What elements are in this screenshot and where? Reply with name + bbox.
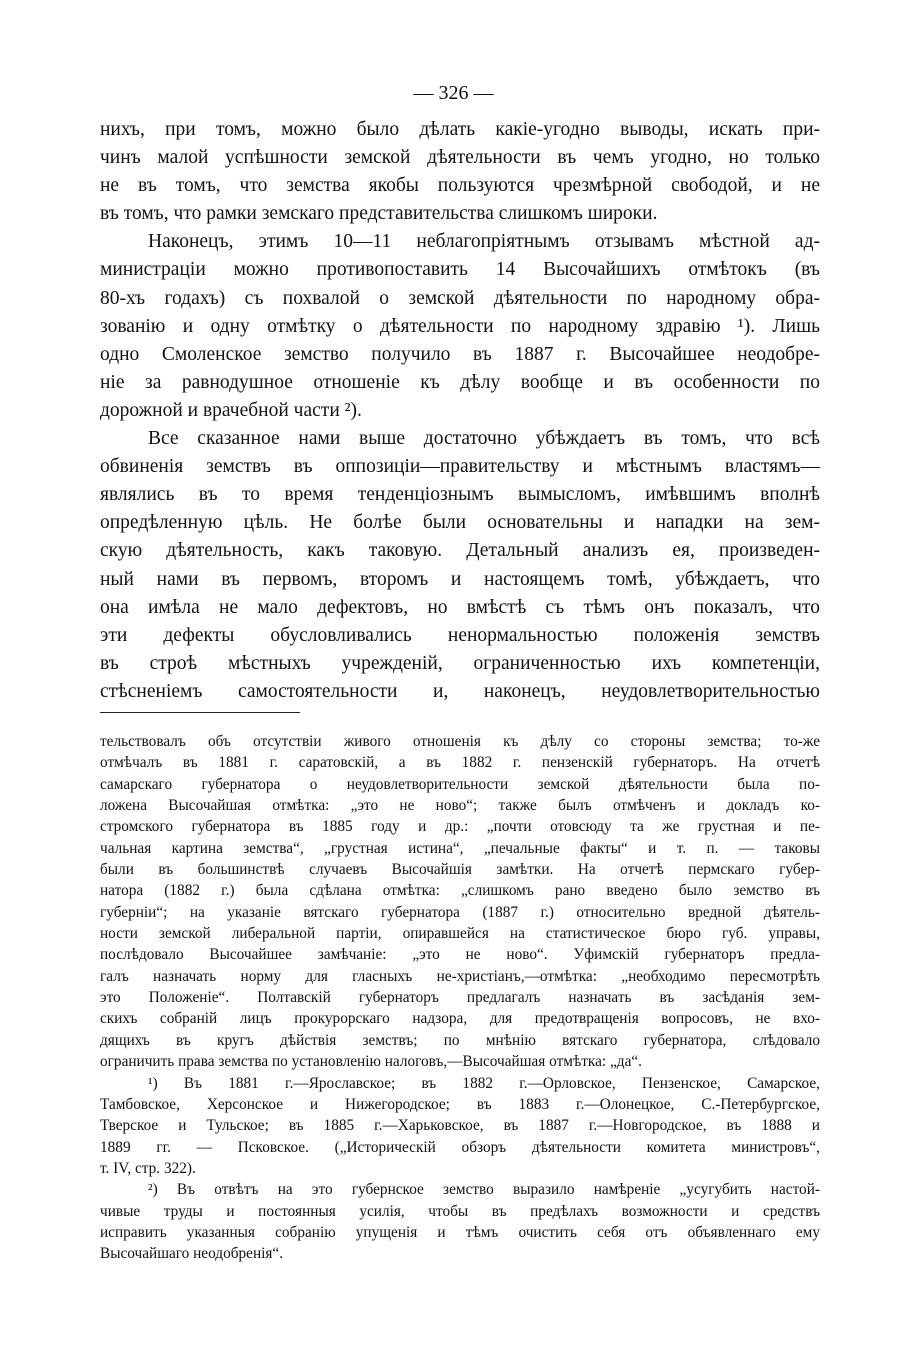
text-line: въ строѣ мѣстныхъ учрежденій, ограниченностью ихъ компетенціи,: [100, 652, 820, 674]
text-line: ніе за равнодушное отношеніе къ дѣлу вообще и въ особенности по: [100, 371, 820, 393]
footnote-line: скихъ собраній лицъ прокурорскаго надзора, для предотвращенія вопросовъ, не вхо-: [100, 1010, 820, 1028]
footnote-line: натора (1882 г.) была сдѣлана отмѣтка: „слишкомъ рано введено было земство въ: [100, 882, 820, 900]
footnote-line: самарскаго губернатора о неудовлетворительности земской дѣятельности была по-: [100, 775, 820, 793]
footnote-line: 1889 гг. — Псковское. („Историческій обзоръ дѣятельности комитета министровъ“,: [100, 1138, 820, 1156]
footnote-line: ¹) Въ 1881 г.—Ярославское; въ 1882 г.—Орловское, Пензенское, Самарское,: [148, 1074, 820, 1092]
footnote-line: дящихъ въ кругъ дѣйствія земствъ; по мнѣнію вятскаго губернатора, слѣдовало: [100, 1031, 820, 1049]
footnote-line: Высочайшаго неодобренія“.: [100, 1245, 284, 1263]
main-text: [100, 116, 820, 706]
footnote-line: ности земской либеральной партіи, опиравшейся на статистическое бюро губ. управы,: [100, 925, 820, 943]
footnote-line: тельствовалъ объ отсутствіи живого отношенія къ дѣлу со стороны земства; то-же: [100, 733, 820, 750]
footnote-line: стромского губернатора въ 1885 году и др.: „почти отовсюду та же грустная и пе-: [100, 818, 820, 836]
footnote-line: галъ назначать норму для гласныхъ не-христіанъ,—отмѣтка: „необходимо пересмотрѣть: [100, 967, 820, 985]
footnote-line: ложена Высочайшая отмѣтка: „это не ново“; также былъ отмѣченъ и докладъ ко-: [100, 797, 820, 815]
footnote-line: чивые труды и постоянныя усилія, чтобы въ предѣлахъ возможности и средствъ: [100, 1202, 820, 1220]
text-line: она имѣла не мало дефектовъ, но вмѣстѣ съ тѣмъ онъ показалъ, что: [100, 596, 820, 618]
footnote-line: послѣдовало Высочайшее замѣчаніе: „это не ново“. Уфимскій губернаторъ предла-: [100, 946, 820, 964]
text-line: дорожной и врачебной части ²).: [100, 399, 362, 421]
text-line: зованію и одну отмѣтку о дѣятельности по народному здравію ¹). Лишь: [100, 315, 820, 337]
text-line: одно Смоленское земство получило въ 1887 г. Высочайшее неодобре-: [100, 343, 820, 365]
footnote-line: Тамбовское, Херсонское и Нижегородское; въ 1883 г.—Олонецкое, С.-Петербургское,: [100, 1095, 820, 1113]
footnote-line: ограничить права земства по установленію налоговъ,—Высочайшая отмѣтка: „да“.: [100, 1053, 642, 1071]
text-line: не въ томъ, что земства якобы пользуются чрезмѣрной свободой, и не: [100, 175, 820, 197]
footnote-line: Тверское и Тульское; въ 1885 г.—Харьковское, въ 1887 г.—Новгородское, въ 1888 и: [100, 1117, 820, 1135]
text-line: чинъ малой успѣшности земской дѣятельности въ чемъ угодно, но только: [100, 147, 820, 169]
footnote-line: были въ большинствѣ случаевъ Высочайшія замѣтки. На отчетѣ пермскаго губер-: [100, 861, 820, 879]
text-line: 80-хъ годахъ) съ похвалой о земской дѣятельности по народному обра-: [100, 287, 820, 309]
text-line: министраціи можно противопоставить 14 Высочайшихъ отмѣтокъ (въ: [100, 259, 820, 281]
footnote-line: исправить указанныя собранію упущенія и тѣмъ очистить себя отъ объявленнаго ему: [100, 1223, 820, 1241]
footnote-line: чальная картина земства“, „грустная истина“, „печальные факты“ и т. п. — таковы: [100, 839, 820, 857]
footnote-line: ²) Въ отвѣтъ на это губернское земство выразило намѣреніе „усугубить настой-: [148, 1181, 820, 1199]
footnote-line: отмѣчалъ въ 1881 г. саратовскій, а въ 1882 г. пензенскій губернаторъ. На отчетѣ: [100, 754, 820, 772]
text-line: въ томъ, что рамки земскаго представительства слишкомъ широки.: [100, 203, 658, 225]
text-line: обвиненія земствъ въ оппозиціи—правительству и мѣстнымъ властямъ—: [100, 456, 820, 478]
footnote-line: это Положеніе“. Полтавскій губернаторъ предлагалъ назначать въ засѣданія зем-: [100, 989, 820, 1007]
text-line: эти дефекты обусловливались ненормальностью положенія земствъ: [100, 624, 820, 646]
text-line: скую дѣятельность, какъ таковую. Детальный анализъ ея, произведен-: [100, 540, 820, 562]
text-line: ный нами въ первомъ, второмъ и настоящемъ томѣ, убѣждаетъ, что: [100, 568, 820, 590]
text-line: опредѣленную цѣль. Не болѣе были основательны и нападки на зем-: [100, 512, 820, 534]
footnote-line: т. IV, стр. 322).: [100, 1159, 196, 1177]
text-line: стѣсненіемъ самостоятельности и, наконецъ, неудовлетворительностью: [100, 680, 820, 702]
text-line: являлись въ то время тенденціознымъ вымысломъ, имѣвшимъ вполнѣ: [100, 484, 820, 506]
footnotes: [100, 731, 820, 1265]
text-line: Наконецъ, этимъ 10—11 неблагопріятнымъ отзывамъ мѣстной ад-: [148, 231, 820, 253]
text-line: нихъ, при томъ, можно было дѣлать какіе-угодно выводы, искать при-: [100, 119, 820, 140]
page-number: — 326 —: [413, 82, 494, 104]
footnote-divider: [100, 712, 300, 713]
footnote-line: губерніи“; на указаніе вятскаго губернатора (1887 г.) относительно вредной дѣятель-: [100, 903, 820, 921]
text-line: Все сказанное нами выше достаточно убѣждаетъ въ томъ, что всѣ: [148, 428, 820, 450]
